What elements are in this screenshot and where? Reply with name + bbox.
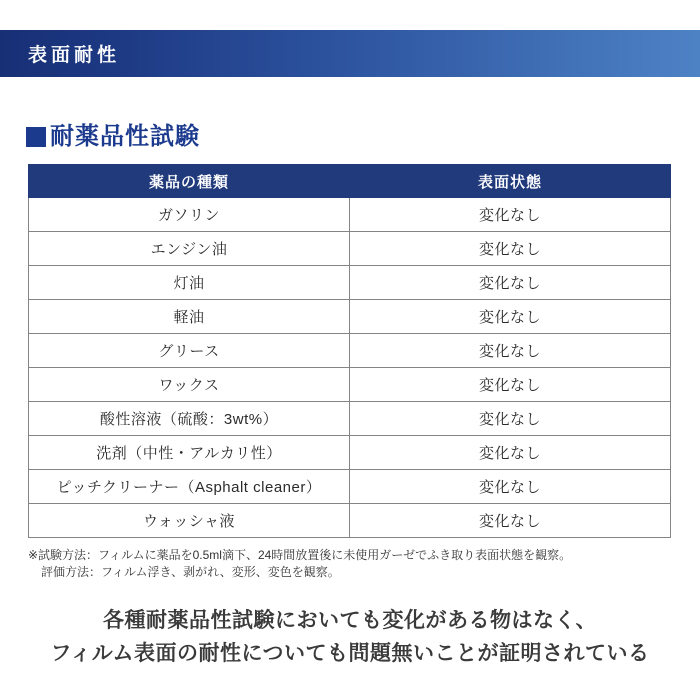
chemical-name-cell: 酸性溶液（硫酸：3wt%）: [29, 402, 350, 436]
chemical-name-cell: ガソリン: [29, 198, 350, 232]
chemical-resistance-table: [28, 164, 671, 538]
summary-line-2: フィルム表面の耐性についても問題無いことが証明されている: [50, 642, 650, 665]
surface-state-cell: 変化なし: [350, 504, 671, 538]
table-row: [29, 402, 671, 436]
footnotes: [28, 547, 700, 581]
surface-state-cell: 変化なし: [350, 436, 671, 470]
chemical-name-cell: 洗剤（中性・アルカリ性）: [29, 436, 350, 470]
chemical-name-cell: 軽油: [29, 300, 350, 334]
table-row: [29, 266, 671, 300]
surface-state-cell: 変化なし: [350, 198, 671, 232]
summary-statement: [0, 604, 700, 670]
column-header-chemical-type: 薬品の種類: [29, 165, 350, 198]
table-header: [29, 165, 671, 198]
surface-state-cell: 変化なし: [350, 334, 671, 368]
chemical-name-cell: グリース: [29, 334, 350, 368]
table-row: [29, 368, 671, 402]
section-heading-label: 耐薬品性試験: [50, 123, 200, 150]
table-row: [29, 300, 671, 334]
footnote-evaluation-method: 評価方法：フィルム浮き、剥がれ、変形、変色を観察。: [41, 565, 340, 579]
table-header-row: [29, 165, 671, 198]
chemical-name-cell: 灯油: [29, 266, 350, 300]
surface-state-cell: 変化なし: [350, 402, 671, 436]
banner-title: 表面耐性: [28, 45, 121, 66]
title-banner: [0, 30, 700, 77]
column-header-surface-state: 表面状態: [350, 165, 671, 198]
chemical-name-cell: ウォッシャ液: [29, 504, 350, 538]
surface-state-cell: 変化なし: [350, 368, 671, 402]
square-bullet-icon: [26, 127, 46, 147]
table-row: [29, 198, 671, 232]
chemical-name-cell: エンジン油: [29, 232, 350, 266]
section-heading: [26, 123, 700, 151]
surface-state-cell: 変化なし: [350, 300, 671, 334]
table-row: [29, 470, 671, 504]
table-row: [29, 232, 671, 266]
table-row: [29, 436, 671, 470]
table-row: [29, 504, 671, 538]
footnote-test-method: ※試験方法：フィルムに薬品を0.5ml滴下、24時間放置後に未使用ガーゼでふき取り表面状態を観察。: [28, 548, 572, 562]
surface-state-cell: 変化なし: [350, 470, 671, 504]
chemical-name-cell: ワックス: [29, 368, 350, 402]
chemical-name-cell: ピッチクリーナー（Asphalt cleaner）: [29, 470, 350, 504]
table-row: [29, 334, 671, 368]
surface-state-cell: 変化なし: [350, 266, 671, 300]
surface-state-cell: 変化なし: [350, 232, 671, 266]
table-body: [29, 198, 671, 538]
summary-line-1: 各種耐薬品性試験においても変化がある物はなく、: [102, 609, 598, 632]
